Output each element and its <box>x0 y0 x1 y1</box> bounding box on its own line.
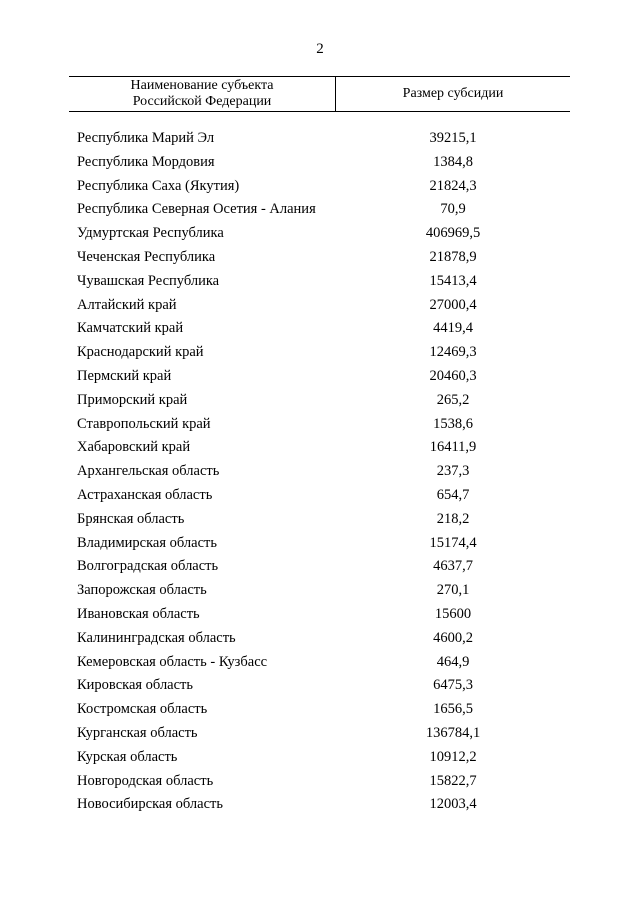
subsidy-value: 265,2 <box>436 391 470 408</box>
subsidy-value: 654,7 <box>436 486 470 503</box>
subject-name: Калининградская область <box>77 629 236 646</box>
subsidy-value: 39215,1 <box>429 130 477 146</box>
subsidy-value: 15600 <box>434 605 472 622</box>
subsidy-value: 464,9 <box>436 653 470 670</box>
subject-name: Республика Саха (Якутия) <box>77 177 240 194</box>
subject-name: Курская область <box>77 748 178 765</box>
subsidy-value: 1656,5 <box>433 701 473 718</box>
table-row <box>0 793 640 817</box>
subsidy-value: 20460,3 <box>429 367 477 384</box>
column-header-subject-line2: Российской Федерации <box>132 94 272 109</box>
subsidy-value: 4637,7 <box>433 558 473 575</box>
subsidy-value: 136784,1 <box>425 724 481 741</box>
table-row <box>0 460 640 484</box>
subject-name: Чувашская Республика <box>77 272 220 289</box>
subsidy-value: 27000,4 <box>429 296 477 313</box>
subsidy-value: 1384,8 <box>433 153 473 170</box>
subsidy-value: 4419,4 <box>433 320 473 337</box>
subsidy-value: 21824,3 <box>429 177 477 194</box>
subject-name: Республика Северная Осетия - Алания <box>77 201 316 218</box>
subsidy-value: 270,1 <box>436 582 470 599</box>
subsidy-value: 4600,2 <box>433 629 473 646</box>
subject-name: Чеченская Республика <box>77 248 216 265</box>
subsidy-value: 21878,9 <box>429 248 477 265</box>
subject-name: Владимирская область <box>77 534 217 551</box>
subject-name: Новосибирская область <box>77 796 223 813</box>
table-row <box>0 365 640 389</box>
subject-name: Костромская область <box>77 701 208 718</box>
table-row <box>0 198 640 222</box>
table-row <box>0 341 640 365</box>
subject-name: Новгородская область <box>77 772 214 789</box>
table-row <box>0 651 640 675</box>
table-row <box>0 294 640 318</box>
page-number: 2 <box>316 41 324 57</box>
subsidy-value: 1538,6 <box>433 415 473 432</box>
subject-name: Ивановская область <box>77 605 200 622</box>
table-row <box>0 627 640 651</box>
subsidy-value: 6475,3 <box>433 677 473 694</box>
subsidy-value: 237,3 <box>436 463 470 480</box>
column-header-subsidy: Размер субсидии <box>402 86 504 101</box>
table-row <box>0 413 640 437</box>
subject-name: Ставропольский край <box>77 415 211 432</box>
subject-name: Республика Мордовия <box>77 153 215 170</box>
table-row <box>0 508 640 532</box>
table-row <box>0 317 640 341</box>
table-row <box>0 746 640 770</box>
table-row <box>0 484 640 508</box>
table-row <box>0 389 640 413</box>
table-row <box>0 246 640 270</box>
table-row <box>0 127 640 151</box>
subject-name: Астраханская область <box>77 486 213 503</box>
subsidy-value: 406969,5 <box>425 225 481 242</box>
table-row <box>0 175 640 199</box>
column-header-subject-line1: Наименование субъекта <box>130 78 274 93</box>
subject-name: Запорожская область <box>77 582 207 599</box>
subject-name: Пермский край <box>77 367 172 384</box>
table-row <box>0 222 640 246</box>
subsidy-value: 12003,4 <box>429 796 477 813</box>
table-row <box>0 436 640 460</box>
subject-name: Волгоградская область <box>77 558 219 575</box>
subsidy-value: 15822,7 <box>429 772 477 789</box>
table-row <box>0 770 640 794</box>
subject-name: Курганская область <box>77 724 198 741</box>
table-row <box>0 698 640 722</box>
subsidy-value: 15174,4 <box>429 534 477 551</box>
table-row <box>0 674 640 698</box>
column-header-subject <box>69 78 335 110</box>
subsidy-value: 218,2 <box>436 510 470 527</box>
subject-name: Брянская область <box>77 510 185 527</box>
table-row <box>0 532 640 556</box>
subject-name: Приморский край <box>77 391 188 408</box>
subsidy-value: 10912,2 <box>429 748 477 765</box>
subject-name: Удмуртская Республика <box>77 225 224 242</box>
table-row <box>0 270 640 294</box>
subject-name: Краснодарский край <box>77 344 204 361</box>
table-body <box>0 127 640 817</box>
table-header <box>69 76 570 112</box>
table-row <box>0 555 640 579</box>
table-row <box>0 579 640 603</box>
subject-name: Республика Марий Эл <box>77 130 215 146</box>
subsidy-value: 15413,4 <box>429 272 477 289</box>
subsidy-value: 12469,3 <box>429 344 477 361</box>
subject-name: Камчатский край <box>77 320 184 337</box>
subject-name: Хабаровский край <box>77 439 191 456</box>
subsidy-value: 16411,9 <box>429 439 477 456</box>
table-row <box>0 151 640 175</box>
table-row <box>0 603 640 627</box>
subject-name: Архангельская область <box>77 463 220 480</box>
subsidy-value: 70,9 <box>440 201 466 218</box>
subject-name: Кемеровская область - Кузбасс <box>77 653 268 670</box>
table-row <box>0 722 640 746</box>
subject-name: Кировская область <box>77 677 194 694</box>
subject-name: Алтайский край <box>77 296 177 313</box>
